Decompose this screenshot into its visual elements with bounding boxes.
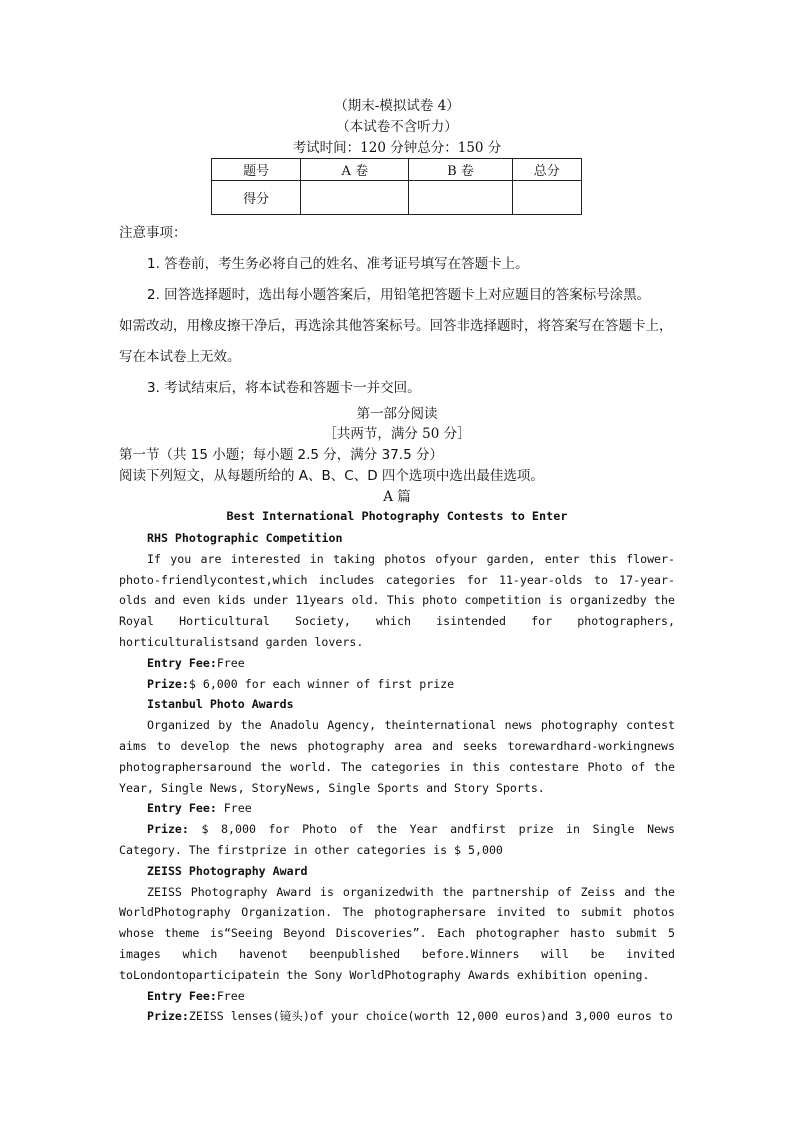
contest-1-prize-label: Prize: xyxy=(147,676,189,691)
contest-2-fee-value: Free xyxy=(216,801,252,816)
score-header-a: A 卷 xyxy=(301,159,409,181)
exam-title: （期末-模拟试卷 4） xyxy=(334,98,460,114)
note-item-2-end: 写在本试卷上无效。 xyxy=(119,349,241,365)
score-cell-total xyxy=(512,181,582,215)
contest-2-name: Istanbul Photo Awards xyxy=(147,697,294,712)
note-item-3: 3. 考试结束后，将本试卷和答题卡一并交回。 xyxy=(147,380,421,396)
note-item-1: 1. 答卷前，考生务必将自己的姓名、准考证号填写在答题卡上。 xyxy=(147,256,529,272)
contest-3-prize xyxy=(119,1006,675,1027)
contest-1-fee xyxy=(119,653,675,674)
contest-1-fee-label: Entry Fee: xyxy=(147,655,217,670)
contest-1-fee-value: Free xyxy=(216,655,245,670)
contest-2-prize-label: Prize: xyxy=(147,822,189,837)
article-body xyxy=(119,528,675,1027)
contest-2-prize xyxy=(119,819,675,861)
note-item-2-cont: 如需改动，用橡皮擦干净后，再选涂其他答案标号。回答非选择题时，将答案写在答题卡上， xyxy=(119,318,673,334)
contest-2-fee xyxy=(119,798,675,819)
notes-heading: 注意事项： xyxy=(119,225,187,241)
score-table xyxy=(211,158,582,215)
section1-info: 第一节（共 15 小题；每小题 2.5 分，满分 37.5 分） xyxy=(119,447,443,463)
exam-subtitle: （本试卷不含听力） xyxy=(336,119,458,135)
contest-2-prize-value: $ 8,000 for Photo of the Year andfirst prize in Single News Category. The firstprize in other categories is $ 5,000 xyxy=(119,822,675,857)
contest-3-prize-value: ZEISS lenses(镜头)of your choice(worth 12,000 euros)and 3,000 euros to xyxy=(188,1009,673,1024)
article-title: Best International Photography Contests to Enter xyxy=(226,509,568,523)
contest-1-prize-value: $ 6,000 for each winner of first prize xyxy=(188,676,455,691)
score-header-total: 总分 xyxy=(512,159,582,181)
score-row-label: 得分 xyxy=(212,181,301,215)
score-header-b: B 卷 xyxy=(409,159,512,181)
section1-instruction: 阅读下列短文，从每题所给的 A、B、C、D 四个选项中选出最佳选项。 xyxy=(119,468,544,484)
score-header-question: 题号 xyxy=(212,159,301,181)
score-cell-b xyxy=(409,181,512,215)
exam-time-info: 考试时间：120 分钟总分：150 分 xyxy=(292,140,502,156)
contest-3-fee-label: Entry Fee: xyxy=(147,988,217,1003)
score-table-row xyxy=(212,181,582,215)
contest-1-name: RHS Photographic Competition xyxy=(147,531,343,545)
contest-3-fee-value: Free xyxy=(216,988,245,1003)
contest-1-body: If you are interested in taking photos ofyour garden, enter this flower-photo-friendlycontest,which includes categories for 11-year-olds to 17-year-olds and even kids under 11years old. This photo competition is organizedby the Royal Horticultural Society, which isintended for photographers, horticulturalistsand garden lovers. xyxy=(119,551,675,649)
contest-1-prize xyxy=(119,674,675,695)
score-cell-a xyxy=(301,181,409,215)
note-item-2: 2. 回答选择题时，选出每小题答案后，用铅笔把答题卡上对应题目的答案标号涂黑。 xyxy=(147,287,651,303)
part1-title: 第一部分阅读 xyxy=(356,406,438,422)
contest-2-fee-label: Entry Fee: xyxy=(147,801,217,816)
contest-3-fee xyxy=(119,986,675,1007)
contest-3-name: ZEISS Photography Award xyxy=(147,863,308,878)
score-table-header-row xyxy=(212,159,582,181)
part1-score: ［共两节，满分 50 分］ xyxy=(323,426,471,442)
contest-2-body: Organized by the Anadolu Agency, theinternational news photography contest aims to develop the news photography area and seeks torewardhard-workingnews photographersaround the world. The categories in this contestare Photo of the Year, Single News, StoryNews, Single Sports and Story Sports. xyxy=(119,718,675,795)
contest-3-prize-label: Prize: xyxy=(147,1009,189,1024)
passage-label: A 篇 xyxy=(383,489,411,505)
contest-3-body: ZEISS Photography Award is organizedwith the partnership of Zeiss and the WorldPhotography Organization. The photographersare invited to submit photos whose theme is“Seeing Beyond Discoveries”. Each photographer hasto submit 5 images which havenot beenpublished before.Winners will be invited toLondontoparticipatein the Sony WorldPhotography Awards exhibition opening. xyxy=(119,884,675,982)
